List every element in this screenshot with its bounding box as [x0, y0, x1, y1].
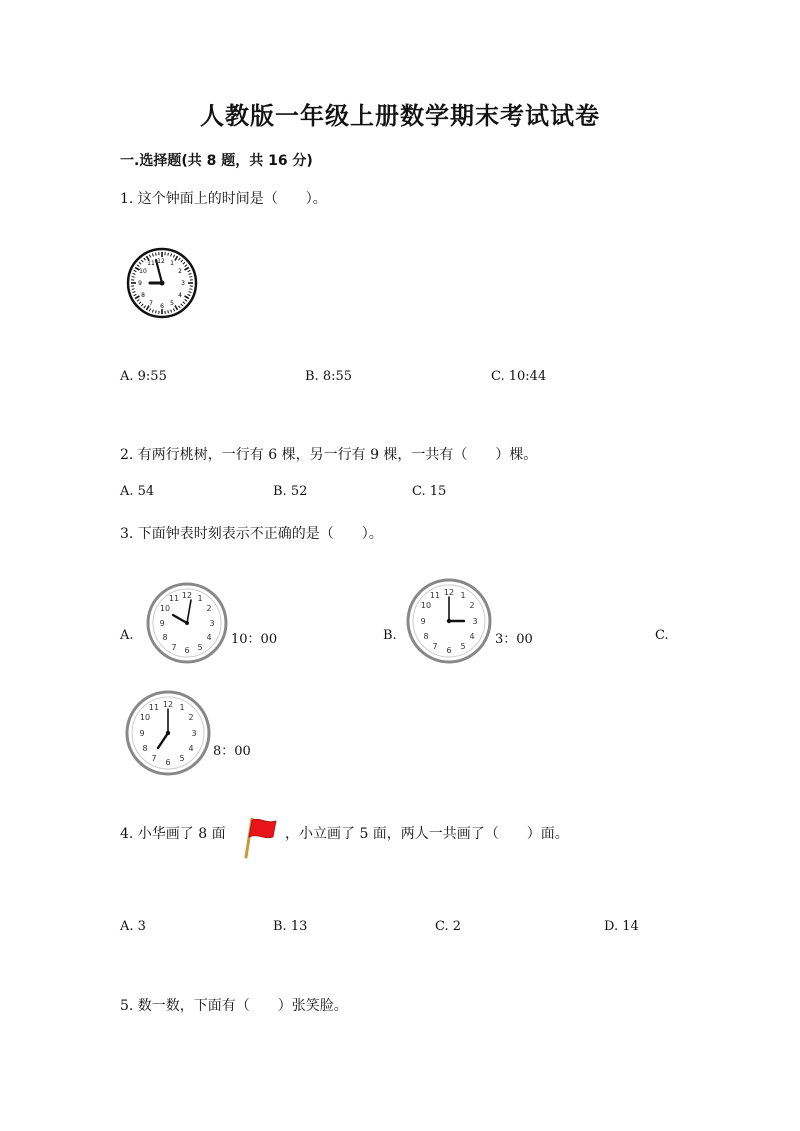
- svg-text:6: 6: [184, 646, 190, 655]
- q2-option-a[interactable]: A. 54: [120, 484, 155, 499]
- svg-text:4: 4: [206, 633, 212, 642]
- svg-text:11: 11: [147, 260, 155, 267]
- svg-text:12: 12: [443, 588, 455, 597]
- svg-text:9: 9: [420, 617, 426, 626]
- red-flag-icon: [240, 815, 282, 859]
- clock-icon: [125, 246, 199, 320]
- question-2-text: 2. 有两行桃树，一行有 6 棵，另一行有 9 棵，一共有（ ）棵。: [120, 447, 538, 463]
- svg-text:12: 12: [157, 258, 165, 265]
- svg-text:6: 6: [446, 646, 452, 655]
- svg-text:12: 12: [181, 591, 193, 600]
- q3-option-c-time: 8：00: [213, 744, 251, 759]
- svg-text:7: 7: [432, 642, 438, 651]
- q3-option-c-letter[interactable]: C.: [655, 628, 669, 643]
- section-heading: 一.选择题(共 8 题，共 16 分): [120, 153, 313, 169]
- q2-option-c[interactable]: C. 15: [412, 484, 447, 499]
- svg-text:10: 10: [139, 268, 147, 275]
- svg-text:9: 9: [138, 280, 142, 287]
- q1-option-c[interactable]: C. 10:44: [491, 369, 547, 384]
- svg-text:7: 7: [171, 643, 177, 652]
- svg-text:5: 5: [460, 642, 466, 651]
- q4-option-b[interactable]: B. 13: [273, 919, 308, 934]
- question-1-text: 1. 这个钟面上的时间是（ ）。: [120, 191, 327, 207]
- svg-text:3: 3: [181, 280, 185, 287]
- q1-option-a[interactable]: A. 9:55: [120, 369, 167, 384]
- svg-text:3: 3: [472, 617, 478, 626]
- svg-text:5: 5: [179, 754, 185, 763]
- svg-text:9: 9: [139, 729, 145, 738]
- svg-text:12: 12: [162, 700, 174, 709]
- svg-text:2: 2: [469, 601, 475, 610]
- svg-text:1: 1: [460, 591, 466, 600]
- svg-text:11: 11: [429, 591, 441, 600]
- svg-text:2: 2: [206, 604, 212, 613]
- svg-text:3: 3: [209, 619, 215, 628]
- svg-text:6: 6: [165, 758, 171, 767]
- svg-text:7: 7: [151, 754, 157, 763]
- question-5-text: 5. 数一数，下面有（ ）张笑脸。: [120, 998, 348, 1014]
- svg-text:4: 4: [469, 632, 475, 641]
- q3-option-a-letter[interactable]: A.: [120, 628, 134, 643]
- clock-icon: [146, 582, 228, 664]
- question-4-text-after: ，小立画了 5 面，两人一共画了（ ）面。: [285, 826, 569, 842]
- svg-text:9: 9: [159, 619, 165, 628]
- q3-option-b-letter[interactable]: B.: [383, 628, 397, 643]
- svg-text:4: 4: [178, 292, 182, 299]
- svg-text:8: 8: [142, 744, 148, 753]
- svg-text:8: 8: [423, 632, 429, 641]
- svg-text:5: 5: [170, 300, 174, 307]
- svg-text:1: 1: [197, 594, 203, 603]
- question-4-text-before: 4. 小华画了 8 面: [120, 826, 226, 842]
- svg-text:1: 1: [170, 260, 174, 267]
- svg-text:5: 5: [197, 643, 203, 652]
- svg-text:10: 10: [159, 604, 171, 613]
- svg-text:11: 11: [148, 703, 160, 712]
- svg-text:2: 2: [178, 268, 182, 275]
- svg-text:7: 7: [149, 300, 153, 307]
- svg-text:2: 2: [188, 713, 194, 722]
- question-3-text: 3. 下面钟表时刻表示不正确的是（ ）。: [120, 526, 383, 542]
- q4-option-d[interactable]: D. 14: [604, 919, 639, 934]
- clock-icon: [125, 690, 211, 776]
- svg-text:10: 10: [420, 601, 432, 610]
- q1-option-b[interactable]: B. 8:55: [305, 369, 353, 384]
- q2-option-b[interactable]: B. 52: [273, 484, 308, 499]
- q3-option-b-time: 3：00: [495, 632, 533, 647]
- svg-text:6: 6: [160, 303, 164, 310]
- svg-text:11: 11: [168, 594, 180, 603]
- q4-option-c[interactable]: C. 2: [435, 919, 462, 934]
- svg-text:4: 4: [188, 744, 194, 753]
- svg-text:8: 8: [141, 292, 145, 299]
- clock-icon: [406, 578, 492, 664]
- svg-text:3: 3: [191, 729, 197, 738]
- svg-text:10: 10: [139, 713, 151, 722]
- page-title: 人教版一年级上册数学期末考试试卷: [200, 101, 600, 130]
- svg-text:8: 8: [162, 633, 168, 642]
- q4-option-a[interactable]: A. 3: [120, 919, 146, 934]
- svg-text:1: 1: [179, 703, 185, 712]
- q3-option-a-time: 10：00: [231, 632, 278, 647]
